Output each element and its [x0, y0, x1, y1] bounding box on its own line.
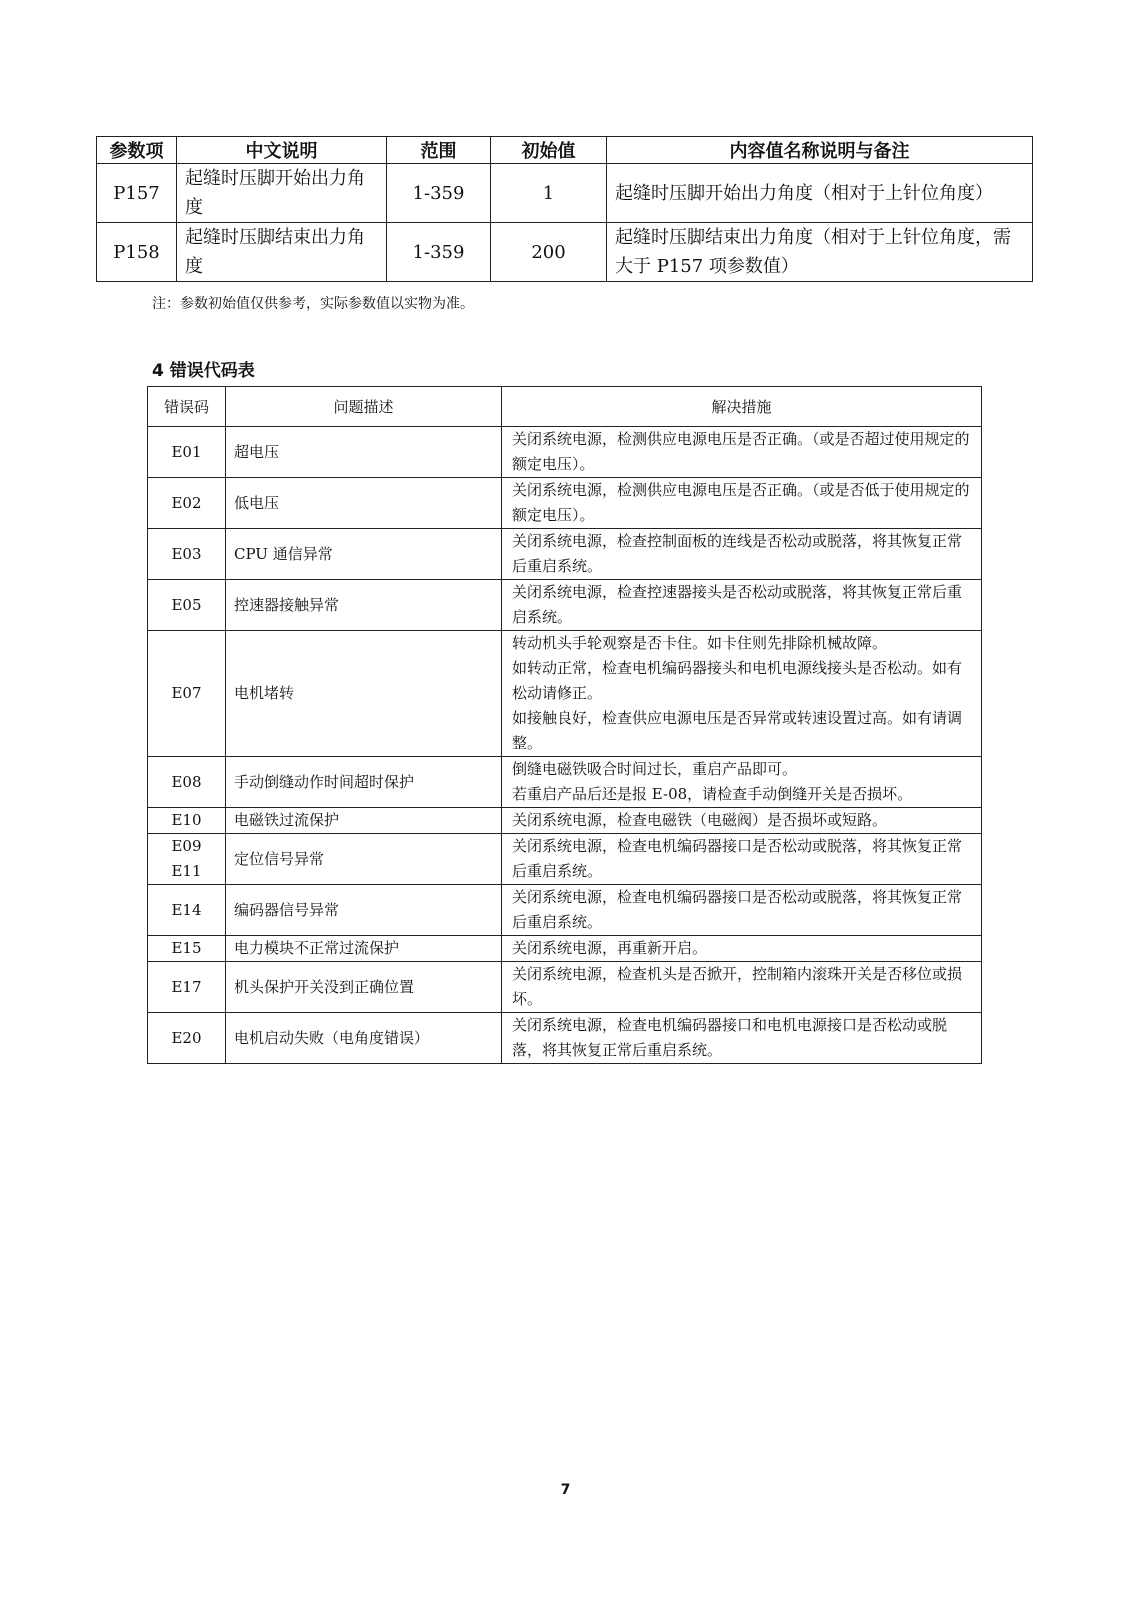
section-title: 4 错误代码表: [152, 361, 255, 381]
error-problem: 低电压: [226, 478, 502, 529]
error-code-value: E10: [171, 811, 202, 829]
error-problem: 定位信号异常: [226, 834, 502, 885]
parameter-table-header: [97, 137, 1033, 164]
error-code: [148, 885, 226, 936]
error-code-value: E05: [171, 595, 202, 614]
error-code-value: E02: [171, 493, 202, 512]
header-solution: 解决措施: [502, 387, 982, 427]
param-initial: 200: [491, 223, 607, 282]
error-problem: 电机堵转: [226, 631, 502, 757]
error-code-value: E14: [171, 900, 202, 919]
table-row: [148, 478, 982, 529]
error-code: [148, 1013, 226, 1064]
error-table-body: [148, 427, 982, 1064]
footnote: 注：参数初始值仅供参考，实际参数值以实物为准。: [152, 296, 474, 312]
error-code: [148, 962, 226, 1013]
error-problem: 电磁铁过流保护: [226, 808, 502, 834]
solution-line: 关闭系统电源，检查控速器接头是否松动或脱落，将其恢复正常后重启系统。: [512, 583, 963, 626]
error-solution: [502, 478, 982, 529]
error-solution: [502, 885, 982, 936]
error-code-value: E07: [171, 684, 202, 702]
solution-line: 如转动正常，检查电机编码器接头和电机电源线接头是否松动。如有松动请修正。: [512, 659, 963, 702]
table-row: [148, 962, 982, 1013]
error-code-value: E11: [171, 862, 202, 880]
solution-line: 转动机头手轮观察是否卡住。如卡住则先排除机械故障。: [512, 634, 888, 652]
table-row: [148, 580, 982, 631]
param-code: P158: [97, 223, 177, 282]
solution-line: 关闭系统电源，检查机头是否掀开，控制箱内滚珠开关是否移位或损坏。: [512, 965, 963, 1008]
error-problem: 控速器接触异常: [226, 580, 502, 631]
error-solution: [502, 936, 982, 962]
error-code: [148, 808, 226, 834]
header-param: 参数项: [97, 137, 177, 164]
error-problem: CPU 通信异常: [226, 529, 502, 580]
error-code: [148, 478, 226, 529]
error-solution: [502, 631, 982, 757]
error-problem: 超电压: [226, 427, 502, 478]
solution-line: 关闭系统电源，检查电磁铁（电磁阀）是否损坏或短路。: [512, 811, 888, 829]
param-code: P157: [97, 164, 177, 223]
error-solution: [502, 757, 982, 808]
error-code: [148, 834, 226, 885]
error-solution: [502, 962, 982, 1013]
param-desc: 起缝时压脚开始出力角度: [177, 164, 387, 223]
solution-line: 如接触良好，检查供应电源电压是否异常或转速设置过高。如有请调整。: [512, 709, 963, 752]
error-table-header: [148, 387, 982, 427]
error-code-table: [147, 386, 982, 1064]
param-note: 起缝时压脚结束出力角度（相对于上针位角度，需大于 P157 项参数值）: [607, 223, 1033, 282]
solution-line: 关闭系统电源，检查电机编码器接口是否松动或脱落，将其恢复正常后重启系统。: [512, 837, 963, 880]
error-problem: 电机启动失败（电角度错误）: [226, 1013, 502, 1064]
solution-line: 若重启产品后还是报 E-08，请检查手动倒缝开关是否损坏。: [512, 785, 913, 803]
header-initial: 初始值: [491, 137, 607, 164]
error-code-value: E09: [171, 837, 202, 855]
error-code-value: E17: [171, 977, 202, 996]
table-row: [148, 631, 982, 757]
table-row: [148, 757, 982, 808]
error-problem: 编码器信号异常: [226, 885, 502, 936]
table-row: [148, 808, 982, 834]
table-row: [148, 1013, 982, 1064]
error-solution: [502, 834, 982, 885]
error-code: [148, 529, 226, 580]
error-code: [148, 631, 226, 757]
error-problem: 电力模块不正常过流保护: [226, 936, 502, 962]
solution-line: 关闭系统电源，检查电机编码器接口和电机电源接口是否松动或脱落，将其恢复正常后重启系统。: [512, 1016, 948, 1059]
error-code: [148, 427, 226, 478]
solution-line: 关闭系统电源，检查电机编码器接口是否松动或脱落，将其恢复正常后重启系统。: [512, 888, 963, 931]
param-range: 1-359: [387, 164, 491, 223]
page-number: 7: [560, 1482, 571, 1498]
header-error-code: 错误码: [148, 387, 226, 427]
solution-line: 关闭系统电源，检测供应电源电压是否正确。（或是否超过使用规定的额定电压）。: [512, 430, 970, 473]
error-code: [148, 580, 226, 631]
table-row: [148, 936, 982, 962]
solution-line: 关闭系统电源，检测供应电源电压是否正确。（或是否低于使用规定的额定电压）。: [512, 481, 970, 524]
error-code-value: E15: [171, 939, 202, 957]
error-solution: [502, 529, 982, 580]
table-row: [148, 427, 982, 478]
table-row: [97, 164, 1033, 223]
header-desc: 中文说明: [177, 137, 387, 164]
error-solution: [502, 1013, 982, 1064]
error-problem: 机头保护开关没到正确位置: [226, 962, 502, 1013]
header-problem: 问题描述: [226, 387, 502, 427]
param-note: 起缝时压脚开始出力角度（相对于上针位角度）: [607, 164, 1033, 223]
solution-line: 倒缝电磁铁吸合时间过长，重启产品即可。: [512, 760, 798, 778]
header-note: 内容值名称说明与备注: [607, 137, 1033, 164]
error-code-value: E08: [171, 772, 202, 791]
table-row: [148, 529, 982, 580]
error-code-value: E01: [171, 442, 202, 461]
param-initial: 1: [491, 164, 607, 223]
table-row: [97, 223, 1033, 282]
error-code: [148, 936, 226, 962]
table-row: [148, 834, 982, 885]
header-range: 范围: [387, 137, 491, 164]
error-problem: 手动倒缝动作时间超时保护: [226, 757, 502, 808]
solution-line: 关闭系统电源，再重新开启。: [512, 939, 708, 957]
solution-line: 关闭系统电源，检查控制面板的连线是否松动或脱落，将其恢复正常后重启系统。: [512, 532, 963, 575]
error-solution: [502, 808, 982, 834]
param-desc: 起缝时压脚结束出力角度: [177, 223, 387, 282]
error-solution: [502, 580, 982, 631]
error-code: [148, 757, 226, 808]
error-solution: [502, 427, 982, 478]
param-range: 1-359: [387, 223, 491, 282]
parameter-table: [96, 136, 1033, 282]
error-code-value: E20: [171, 1028, 202, 1047]
table-row: [148, 885, 982, 936]
error-code-value: E03: [171, 544, 202, 563]
